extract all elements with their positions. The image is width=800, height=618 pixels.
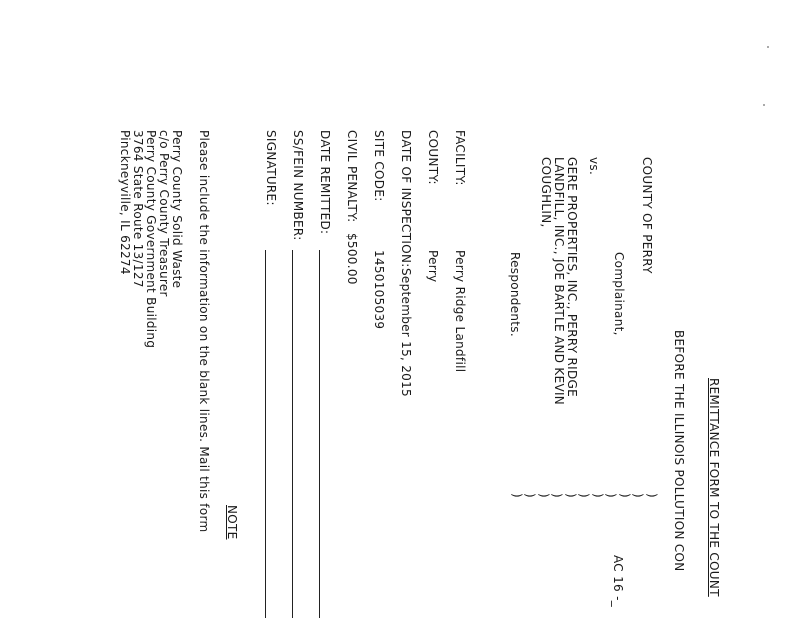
inspection-date-value: September 15, 2015 bbox=[399, 268, 413, 397]
caption-parentheses: ) ) ) ) ) ) ) ) ) ) ) bbox=[510, 493, 659, 498]
facility-value: Perry Ridge Landfill bbox=[453, 250, 467, 373]
respondents-name-line-1: GERE PROPERTIES, INC., PERRY RIDGE bbox=[565, 157, 579, 398]
ss-fein-blank-line bbox=[292, 250, 293, 618]
date-remitted-label: DATE REMITTED: bbox=[318, 130, 332, 235]
vs-label: vs. bbox=[587, 157, 601, 176]
address-line-4: 3764 State Route 13/127 bbox=[131, 130, 145, 288]
ss-fein-number-label: SS/FEIN NUMBER: bbox=[291, 130, 305, 241]
address-line-5: Pinckneyville, IL 62274 bbox=[118, 130, 132, 275]
respondents-name-line-2: LANDFILL, INC., JOE BARTLE AND KEVIN bbox=[552, 157, 566, 406]
signature-blank-line bbox=[265, 250, 266, 618]
complainant-label: Complainant, bbox=[612, 252, 626, 336]
case-number: AC 16 -_ bbox=[611, 555, 625, 608]
inspection-date-label: DATE OF INSPECTION: bbox=[399, 130, 413, 268]
form-title: REMITTANCE FORM TO THE COUNT bbox=[707, 378, 721, 597]
site-code-label: SITE CODE: bbox=[372, 130, 386, 202]
address-line-2: c/o Perry County Treasurer bbox=[157, 130, 171, 297]
date-remitted-blank-line bbox=[319, 250, 320, 618]
facility-label: FACILITY: bbox=[453, 130, 467, 186]
county-label: COUNTY: bbox=[426, 130, 440, 185]
county-of-perry: COUNTY OF PERRY bbox=[640, 157, 654, 274]
scan-speck bbox=[767, 46, 769, 48]
respondents-label: Respondents. bbox=[508, 252, 522, 337]
scan-speck bbox=[763, 104, 765, 106]
site-code-value: 1450105039 bbox=[372, 250, 386, 330]
instructions-text: Please include the information on the blank lines. Mail this form bbox=[197, 130, 211, 533]
civil-penalty-value: $500.00 bbox=[345, 233, 359, 285]
signature-label: SIGNATURE: bbox=[264, 130, 278, 206]
county-value: Perry bbox=[426, 250, 440, 283]
civil-penalty-label: CIVIL PENALTY: bbox=[345, 130, 359, 223]
address-line-3: Perry County Government Building bbox=[144, 130, 158, 349]
respondents-name-line-3: COUGHLIN, bbox=[539, 157, 553, 228]
tribunal-heading: BEFORE THE ILLINOIS POLLUTION CON bbox=[672, 330, 686, 572]
address-line-1: Perry County Solid Waste bbox=[170, 130, 184, 289]
note-heading: NOTE bbox=[225, 505, 239, 540]
